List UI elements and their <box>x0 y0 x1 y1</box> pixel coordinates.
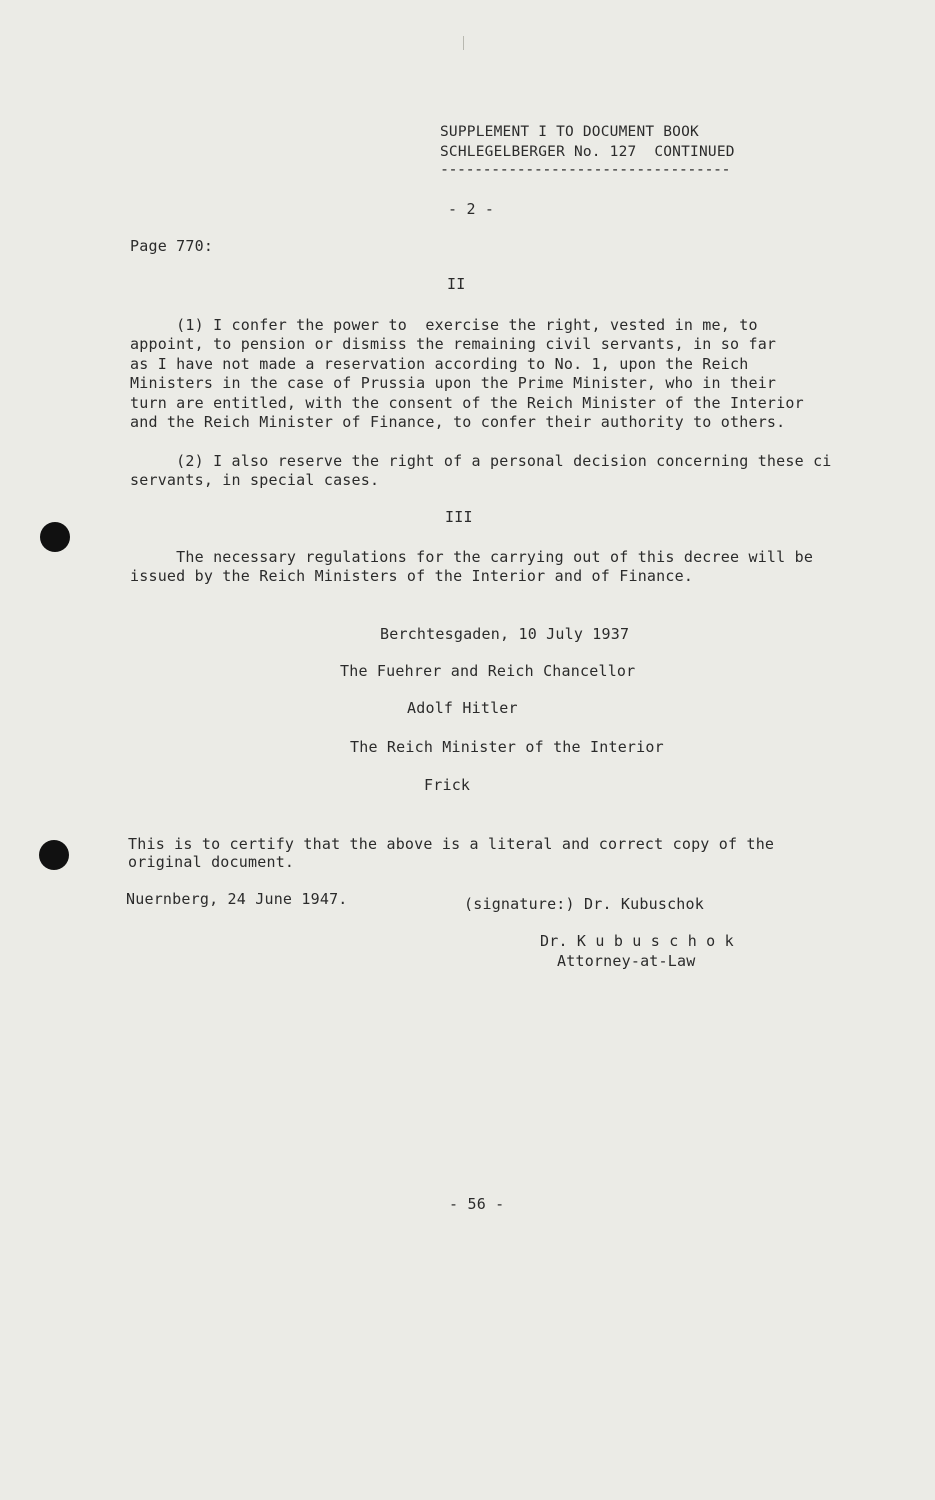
section-ii-para-1-line-1: (1) I confer the power to exercise the right, vested in me, to <box>130 316 758 334</box>
punch-hole-lower <box>39 840 69 870</box>
certification-line-1: This is to certify that the above is a literal and correct copy of the <box>128 835 775 853</box>
signature-title-1: The Fuehrer and Reich Chancellor <box>340 662 636 680</box>
section-iii-heading: III <box>445 508 473 526</box>
page-number-top: - 2 - <box>448 200 495 218</box>
section-ii-para-1-line-2: appoint, to pension or dismiss the remaining civil servants, in so far <box>130 335 777 353</box>
section-ii-heading: II <box>447 275 466 293</box>
section-ii-para-2-line-1: (2) I also reserve the right of a personal decision concerning these ci <box>130 452 832 470</box>
section-iii-para-line-1: The necessary regulations for the carrying out of this decree will be <box>130 548 814 566</box>
header-line-2: SCHLEGELBERGER No. 127 CONTINUED <box>440 144 735 160</box>
page-number-bottom: - 56 - <box>449 1195 505 1213</box>
section-iii-para-line-2: issued by the Reich Ministers of the Interior and of Finance. <box>130 567 694 585</box>
section-ii-para-2-line-2: servants, in special cases. <box>130 471 380 489</box>
certification-line-2: original document. <box>128 853 295 871</box>
signature-title-2: The Reich Minister of the Interior <box>350 738 664 756</box>
signature-name-2: Frick <box>424 776 471 794</box>
section-ii-para-1-line-6: and the Reich Minister of Finance, to confer their authority to others. <box>130 413 786 431</box>
section-ii-para-1-line-4: Ministers in the case of Prussia upon the Prime Minister, who in their <box>130 374 777 392</box>
page-mark <box>463 36 464 50</box>
punch-hole-upper <box>40 522 70 552</box>
section-ii-para-1-line-5: turn are entitled, with the consent of the Reich Minister of the Interior <box>130 394 804 412</box>
header-rule: ---------------------------------- <box>440 160 731 178</box>
certifier-role: Attorney-at-Law <box>557 952 696 970</box>
page-reference: Page 770: <box>130 237 214 255</box>
section-ii-para-1-line-3: as I have not made a reservation according to No. 1, upon the Reich <box>130 355 749 373</box>
header-line-1: SUPPLEMENT I TO DOCUMENT BOOK <box>440 124 699 140</box>
certification-signature: (signature:) Dr. Kubuschok <box>464 895 704 913</box>
signature-name-1: Adolf Hitler <box>407 699 518 717</box>
certification-place-date: Nuernberg, 24 June 1947. <box>126 890 348 908</box>
signature-place-date: Berchtesgaden, 10 July 1937 <box>380 625 630 643</box>
certifier-name: Dr. K u b u s c h o k <box>540 932 734 950</box>
